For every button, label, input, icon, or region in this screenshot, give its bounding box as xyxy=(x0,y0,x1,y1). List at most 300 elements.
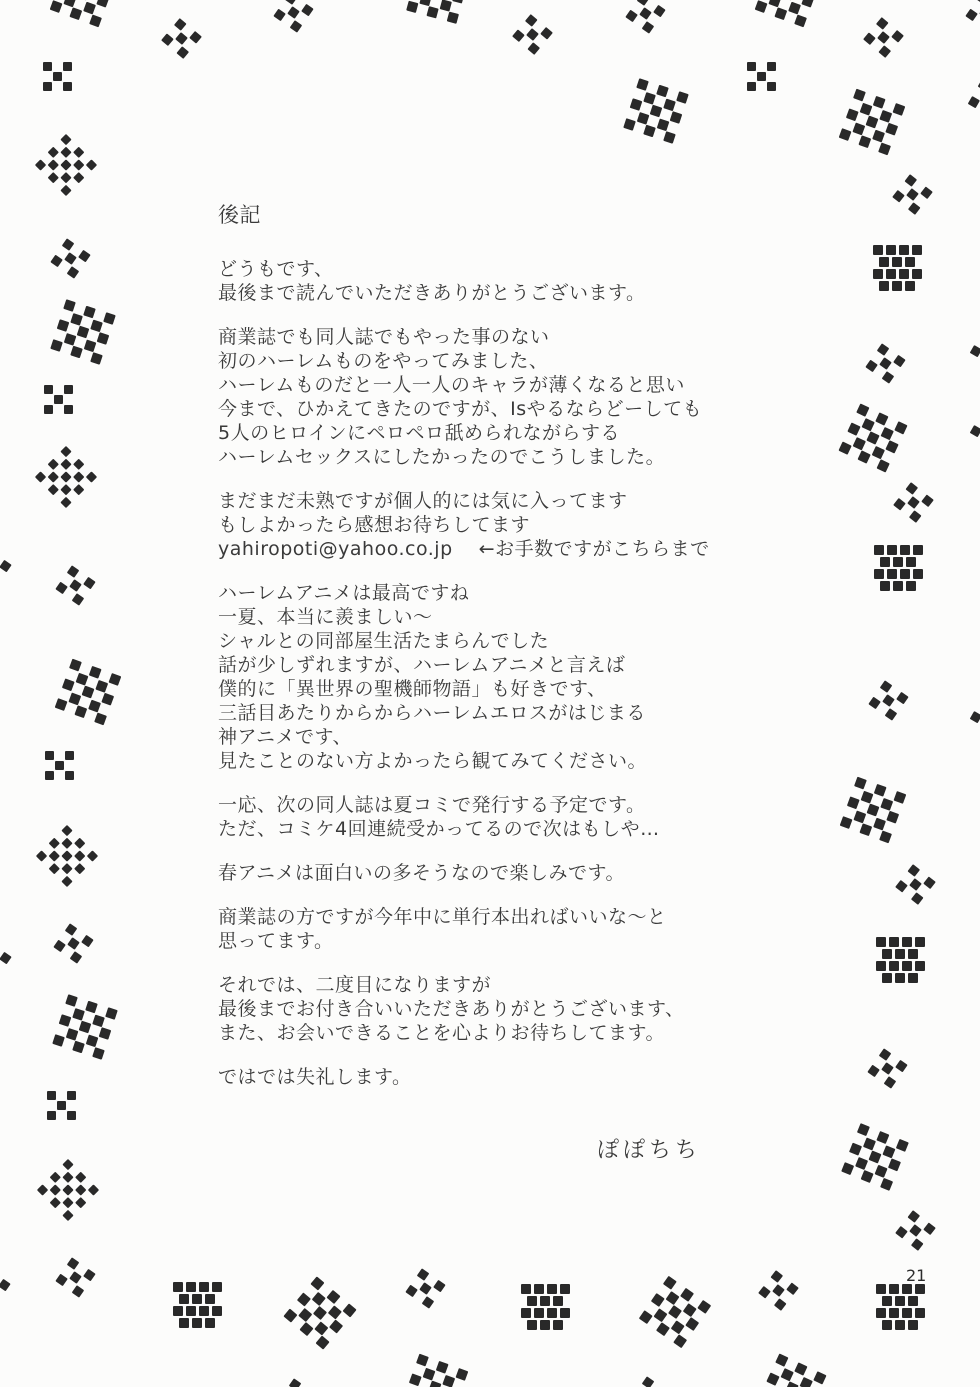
checker-square xyxy=(889,961,899,971)
checker-square xyxy=(969,425,980,437)
checker-square xyxy=(314,1321,328,1335)
checker-square xyxy=(456,1368,469,1381)
checker-square xyxy=(61,825,72,836)
checker-square xyxy=(859,823,872,836)
afterword-paragraph xyxy=(218,1065,838,1089)
checker-pattern-k13 xyxy=(283,1276,356,1349)
checker-square xyxy=(298,1307,312,1321)
checker-square xyxy=(59,1014,72,1027)
checker-square xyxy=(676,91,689,104)
afterword-line: 僕的に「異世界の聖機師物語」も好きです、 xyxy=(218,678,607,700)
checker-square xyxy=(882,1320,892,1330)
checker-square xyxy=(907,496,920,509)
checker-square xyxy=(879,357,892,370)
checker-square xyxy=(83,1,96,14)
checker-square xyxy=(0,1278,10,1291)
checker-square xyxy=(768,0,781,7)
checker-square xyxy=(908,510,921,523)
checker-square xyxy=(534,1284,544,1294)
checker-square xyxy=(840,816,853,829)
checker-square xyxy=(416,1354,429,1367)
checker-square xyxy=(772,1284,785,1297)
checker-pattern-d13 xyxy=(37,1159,99,1221)
checker-square xyxy=(72,1007,85,1020)
checker-square xyxy=(976,0,980,4)
checker-pattern-q5 xyxy=(965,0,980,32)
checker-square xyxy=(673,1334,687,1348)
afterword-line: 話が少しずれますが、ハーレムアニメと言えば xyxy=(218,654,626,676)
afterword-line: 一夏、本当に羨ましい～ xyxy=(218,606,433,628)
checker-square xyxy=(527,1320,537,1330)
checker-pattern-k13 xyxy=(839,89,906,156)
checker-square xyxy=(95,679,108,692)
checker-square xyxy=(103,312,116,325)
checker-square xyxy=(61,838,72,849)
checker-square xyxy=(421,1296,434,1309)
checker-square xyxy=(841,1162,854,1175)
checker-square xyxy=(63,62,72,71)
checker-square xyxy=(540,1320,550,1330)
checker-square xyxy=(877,31,890,44)
checker-pattern-q5 xyxy=(868,680,908,720)
checker-pattern-q5 xyxy=(865,343,905,383)
checker-square xyxy=(87,850,98,861)
checker-square xyxy=(969,711,980,723)
checker-square xyxy=(105,1007,118,1020)
checker-square xyxy=(289,20,302,33)
checker-square xyxy=(70,312,83,325)
checker-square xyxy=(770,1270,783,1283)
checker-square xyxy=(173,18,186,31)
checker-square xyxy=(670,111,683,124)
checker-square xyxy=(630,98,643,111)
checker-square xyxy=(895,1296,905,1306)
afterword-line: 神アニメです、 xyxy=(218,726,353,748)
checker-square xyxy=(663,98,676,111)
checker-square xyxy=(67,1091,76,1100)
afterword-paragraph xyxy=(218,581,838,773)
checker-square xyxy=(429,1381,442,1387)
checker-square xyxy=(73,471,84,482)
afterword-paragraph xyxy=(218,861,838,885)
checker-square xyxy=(853,810,866,823)
checker-square xyxy=(73,159,84,170)
checker-square xyxy=(60,471,71,482)
checker-square xyxy=(50,0,63,13)
checker-pattern-k13 xyxy=(840,777,907,844)
checker-square xyxy=(755,0,768,13)
checker-square xyxy=(547,1308,557,1318)
checker-square xyxy=(899,269,909,279)
checker-pattern-q5 xyxy=(758,1270,799,1311)
afterword-paragraph xyxy=(218,257,838,305)
checker-pattern-k13 xyxy=(50,299,116,365)
checker-square xyxy=(882,694,895,707)
checker-square xyxy=(636,78,649,91)
checker-square xyxy=(512,29,525,42)
checker-square xyxy=(905,482,918,495)
checker-square xyxy=(48,147,59,158)
checker-square xyxy=(641,1376,654,1387)
checker-square xyxy=(906,188,919,201)
afterword-body xyxy=(218,257,838,1089)
checker-square xyxy=(43,62,52,71)
checker-square xyxy=(853,89,866,102)
checker-square xyxy=(273,8,286,21)
checker-square xyxy=(656,85,669,98)
checker-square xyxy=(426,6,438,18)
checker-square xyxy=(540,26,553,39)
checker-square xyxy=(75,1184,86,1195)
checker-square xyxy=(858,135,871,148)
checker-square xyxy=(44,405,53,414)
checker-pattern-d13 xyxy=(35,446,97,508)
checker-square xyxy=(287,6,300,19)
checker-square xyxy=(192,1318,202,1328)
checker-square xyxy=(656,118,669,131)
checker-square xyxy=(60,134,71,145)
checker-square xyxy=(452,0,464,4)
checker-square xyxy=(173,1306,183,1316)
checker-square xyxy=(65,994,78,1007)
checker-square xyxy=(433,1279,446,1292)
checker-square xyxy=(405,1284,418,1297)
checker-square xyxy=(880,797,893,810)
checker-square xyxy=(49,863,60,874)
checker-square xyxy=(921,494,934,507)
checker-square xyxy=(63,0,76,7)
checker-square xyxy=(69,1271,82,1284)
checker-pattern-k13 xyxy=(841,1123,909,1191)
checker-square xyxy=(212,1306,222,1316)
checker-pattern-q5 xyxy=(161,18,202,59)
checker-square xyxy=(52,1034,65,1047)
checker-pattern-rect xyxy=(521,1284,570,1330)
checker-square xyxy=(55,1273,68,1286)
checker-square xyxy=(189,30,202,43)
checker-pattern-rect xyxy=(873,245,922,291)
afterword-line: 最後まで読んでいただきありがとうございます。 xyxy=(218,282,646,304)
checker-square xyxy=(419,1282,432,1295)
checker-square xyxy=(88,699,101,712)
afterword-line: 思ってます。 xyxy=(218,930,334,952)
checker-square xyxy=(889,1308,899,1318)
checker-square xyxy=(73,172,84,183)
checker-square xyxy=(875,412,888,425)
checker-pattern-rect xyxy=(876,937,925,983)
checker-square xyxy=(75,672,88,685)
checker-pattern-q5 xyxy=(55,1257,95,1297)
checker-square xyxy=(877,459,890,472)
checker-square xyxy=(179,1318,189,1328)
checker-square xyxy=(855,1156,868,1169)
checker-pattern-q5 xyxy=(50,238,90,278)
checker-square xyxy=(560,1308,570,1318)
checker-square xyxy=(186,1306,196,1316)
afterword-line: ではでは失礼します。 xyxy=(218,1066,412,1088)
checker-pattern-q5 xyxy=(512,14,553,55)
checker-pattern-q5 xyxy=(969,693,980,733)
checker-pattern-c5 xyxy=(47,1091,76,1120)
afterword-line: ハーレムアニメは最高ですね xyxy=(218,582,470,604)
checker-square xyxy=(67,1111,76,1120)
checker-square xyxy=(773,1298,786,1311)
checker-square xyxy=(186,1282,196,1292)
checker-square xyxy=(907,202,920,215)
checker-square xyxy=(63,332,76,345)
checker-square xyxy=(865,359,878,372)
checker-square xyxy=(849,1143,862,1156)
checker-square xyxy=(899,245,909,255)
checker-square xyxy=(92,1014,105,1027)
checker-pattern-c5 xyxy=(43,62,72,91)
checker-square xyxy=(636,111,649,124)
checker-square xyxy=(868,1150,881,1163)
checker-square xyxy=(651,1293,665,1307)
checker-square xyxy=(852,436,865,449)
checker-square xyxy=(48,484,59,495)
checker-square xyxy=(173,1282,183,1292)
checker-pattern-c5 xyxy=(44,385,73,414)
checker-square xyxy=(906,581,916,591)
checker-square xyxy=(89,666,102,679)
checker-pattern-q5 xyxy=(969,407,980,447)
checker-pattern-q5 xyxy=(53,923,93,963)
checker-square xyxy=(747,62,756,71)
checker-square xyxy=(876,961,886,971)
checker-square xyxy=(860,790,873,803)
checker-square xyxy=(49,850,60,861)
checker-square xyxy=(813,1371,826,1384)
checker-square xyxy=(912,269,922,279)
checker-square xyxy=(409,1373,422,1386)
checker-square xyxy=(447,12,459,24)
checker-square xyxy=(0,559,11,572)
checker-square xyxy=(63,82,72,91)
checker-pattern-d13 xyxy=(36,825,98,887)
checker-square xyxy=(895,1059,908,1072)
checker-square xyxy=(48,159,59,170)
checker-square xyxy=(62,1210,73,1221)
checker-square xyxy=(680,1288,694,1302)
checker-square xyxy=(880,557,890,567)
checker-square xyxy=(882,949,892,959)
checker-square xyxy=(74,705,87,718)
checker-square xyxy=(758,1285,771,1298)
checker-square xyxy=(886,269,896,279)
afterword-line: 初のハーレムものをやってみました、 xyxy=(218,350,549,372)
checker-square xyxy=(328,1305,342,1319)
checker-square xyxy=(893,103,906,116)
checker-square xyxy=(284,0,297,4)
checker-square xyxy=(521,1308,531,1318)
checker-square xyxy=(880,581,890,591)
checker-square xyxy=(905,281,915,291)
checker-square xyxy=(902,1308,912,1318)
checker-square xyxy=(75,1197,86,1208)
checker-square xyxy=(913,569,923,579)
checker-square xyxy=(35,159,46,170)
checker-square xyxy=(766,1372,779,1385)
checker-square xyxy=(53,72,62,81)
checker-square xyxy=(50,339,63,352)
checker-square xyxy=(85,1034,98,1047)
checker-square xyxy=(907,1210,920,1223)
checker-square xyxy=(908,1296,918,1306)
checker-square xyxy=(923,876,936,889)
checker-square xyxy=(313,1306,327,1320)
checker-square xyxy=(297,1292,311,1306)
checker-square xyxy=(96,0,109,8)
checker-square xyxy=(880,426,893,439)
checker-square xyxy=(876,343,889,356)
checker-square xyxy=(685,1317,699,1331)
checker-square xyxy=(896,1139,909,1152)
afterword-line: 商業誌の方ですが今年中に単行本出ればいいな～と xyxy=(218,906,667,928)
checker-square xyxy=(82,686,95,699)
checker-square xyxy=(896,691,909,704)
checker-square xyxy=(50,1172,61,1183)
afterword-paragraph xyxy=(218,973,838,1045)
checker-square xyxy=(521,1284,531,1294)
checker-square xyxy=(894,421,907,434)
checker-square xyxy=(881,371,894,384)
checker-square xyxy=(909,878,922,891)
checker-square xyxy=(794,15,807,28)
checker-pattern-k13 xyxy=(402,1354,469,1387)
checker-square xyxy=(0,951,11,964)
checker-square xyxy=(310,1276,324,1290)
checker-square xyxy=(876,1131,889,1144)
checker-square xyxy=(656,1322,670,1336)
checker-square xyxy=(847,796,860,809)
afterword-line: ハーレムセックスにしたかったのでこうしました。 xyxy=(218,446,666,468)
checker-square xyxy=(915,937,925,947)
checker-square xyxy=(895,949,905,959)
checker-square xyxy=(887,569,897,579)
checker-square xyxy=(888,1158,901,1171)
checker-square xyxy=(60,185,71,196)
checker-pattern-d13 xyxy=(35,134,97,196)
checker-square xyxy=(60,459,71,470)
checker-square xyxy=(74,850,85,861)
checker-square xyxy=(43,82,52,91)
checker-square xyxy=(878,143,891,156)
checker-square xyxy=(839,128,852,141)
checker-square xyxy=(61,876,72,887)
checker-square xyxy=(895,1320,905,1330)
checker-pattern-k13 xyxy=(406,0,470,24)
afterword-line: ハーレムものだと一人一人のキャラが薄くなると思い xyxy=(218,374,685,396)
checker-square xyxy=(61,863,72,874)
checker-square xyxy=(74,838,85,849)
afterword-line: 最後までお付き合いいただきありがとうございます、 xyxy=(218,998,685,1020)
checker-square xyxy=(878,45,891,58)
checker-square xyxy=(866,116,879,129)
checker-square xyxy=(882,1145,895,1158)
checker-square xyxy=(65,1027,78,1040)
checker-square xyxy=(48,172,59,183)
checker-square xyxy=(767,82,776,91)
checker-square xyxy=(641,21,654,34)
afterword-paragraph xyxy=(218,905,838,953)
checker-square xyxy=(873,245,883,255)
checker-square xyxy=(83,1268,96,1281)
checker-square xyxy=(439,0,451,11)
checker-square xyxy=(60,497,71,508)
afterword-line: 見たことのない方よかったら観てみてください。 xyxy=(218,750,648,772)
checker-square xyxy=(882,973,892,983)
checker-pattern-k13 xyxy=(50,0,117,27)
checker-square xyxy=(665,1290,679,1304)
checker-square xyxy=(873,817,886,830)
checker-square xyxy=(895,879,908,892)
checker-square xyxy=(643,125,656,138)
checker-square xyxy=(663,1276,677,1290)
checker-square xyxy=(904,174,917,187)
checker-square xyxy=(71,1285,84,1298)
checker-square xyxy=(436,1361,449,1374)
checker-pattern-q5 xyxy=(0,1267,10,1307)
afterword-line: また、お会いできることを心よりお待ちしてます。 xyxy=(218,1022,665,1044)
checker-square xyxy=(907,864,920,877)
checker-square xyxy=(767,62,776,71)
checker-square xyxy=(881,1062,894,1075)
checker-square xyxy=(873,269,883,279)
checker-square xyxy=(94,713,107,726)
checker-square xyxy=(53,939,66,952)
checker-square xyxy=(876,1284,886,1294)
checker-square xyxy=(66,1257,79,1270)
checker-square xyxy=(63,299,76,312)
afterword-line: yahiropoti@yahoo.co.jp ←お手数ですがこちらまで xyxy=(218,538,710,560)
afterword-paragraph xyxy=(218,793,838,841)
checker-square xyxy=(199,1306,209,1316)
checker-square xyxy=(895,973,905,983)
checker-square xyxy=(66,266,79,279)
checker-square xyxy=(61,238,74,251)
checker-square xyxy=(60,484,71,495)
checker-square xyxy=(885,440,898,453)
afterword-line: 一応、次の同人誌は夏コミで発行する予定です。 xyxy=(218,794,646,816)
checker-square xyxy=(89,15,102,28)
checker-square xyxy=(69,579,82,592)
checker-square xyxy=(83,576,96,589)
checker-square xyxy=(44,385,53,394)
checker-square xyxy=(967,96,979,108)
checker-square xyxy=(62,1172,73,1183)
checker-pattern-q5 xyxy=(893,482,934,523)
checker-square xyxy=(780,1367,793,1380)
checker-square xyxy=(101,693,114,706)
checker-square xyxy=(801,0,814,8)
checker-square xyxy=(891,29,904,42)
checker-square xyxy=(905,257,915,267)
checker-square xyxy=(92,1047,105,1060)
checker-square xyxy=(697,1300,711,1314)
checker-square xyxy=(874,784,887,797)
checker-square xyxy=(329,1319,343,1333)
checker-pattern-q5 xyxy=(0,548,11,588)
checker-square xyxy=(879,257,889,267)
checker-square xyxy=(179,1294,189,1304)
checker-square xyxy=(86,159,97,170)
checker-square xyxy=(547,1284,557,1294)
checker-square xyxy=(900,569,910,579)
checker-square xyxy=(866,431,879,444)
checker-pattern-q5 xyxy=(625,0,665,33)
checker-square xyxy=(886,245,896,255)
